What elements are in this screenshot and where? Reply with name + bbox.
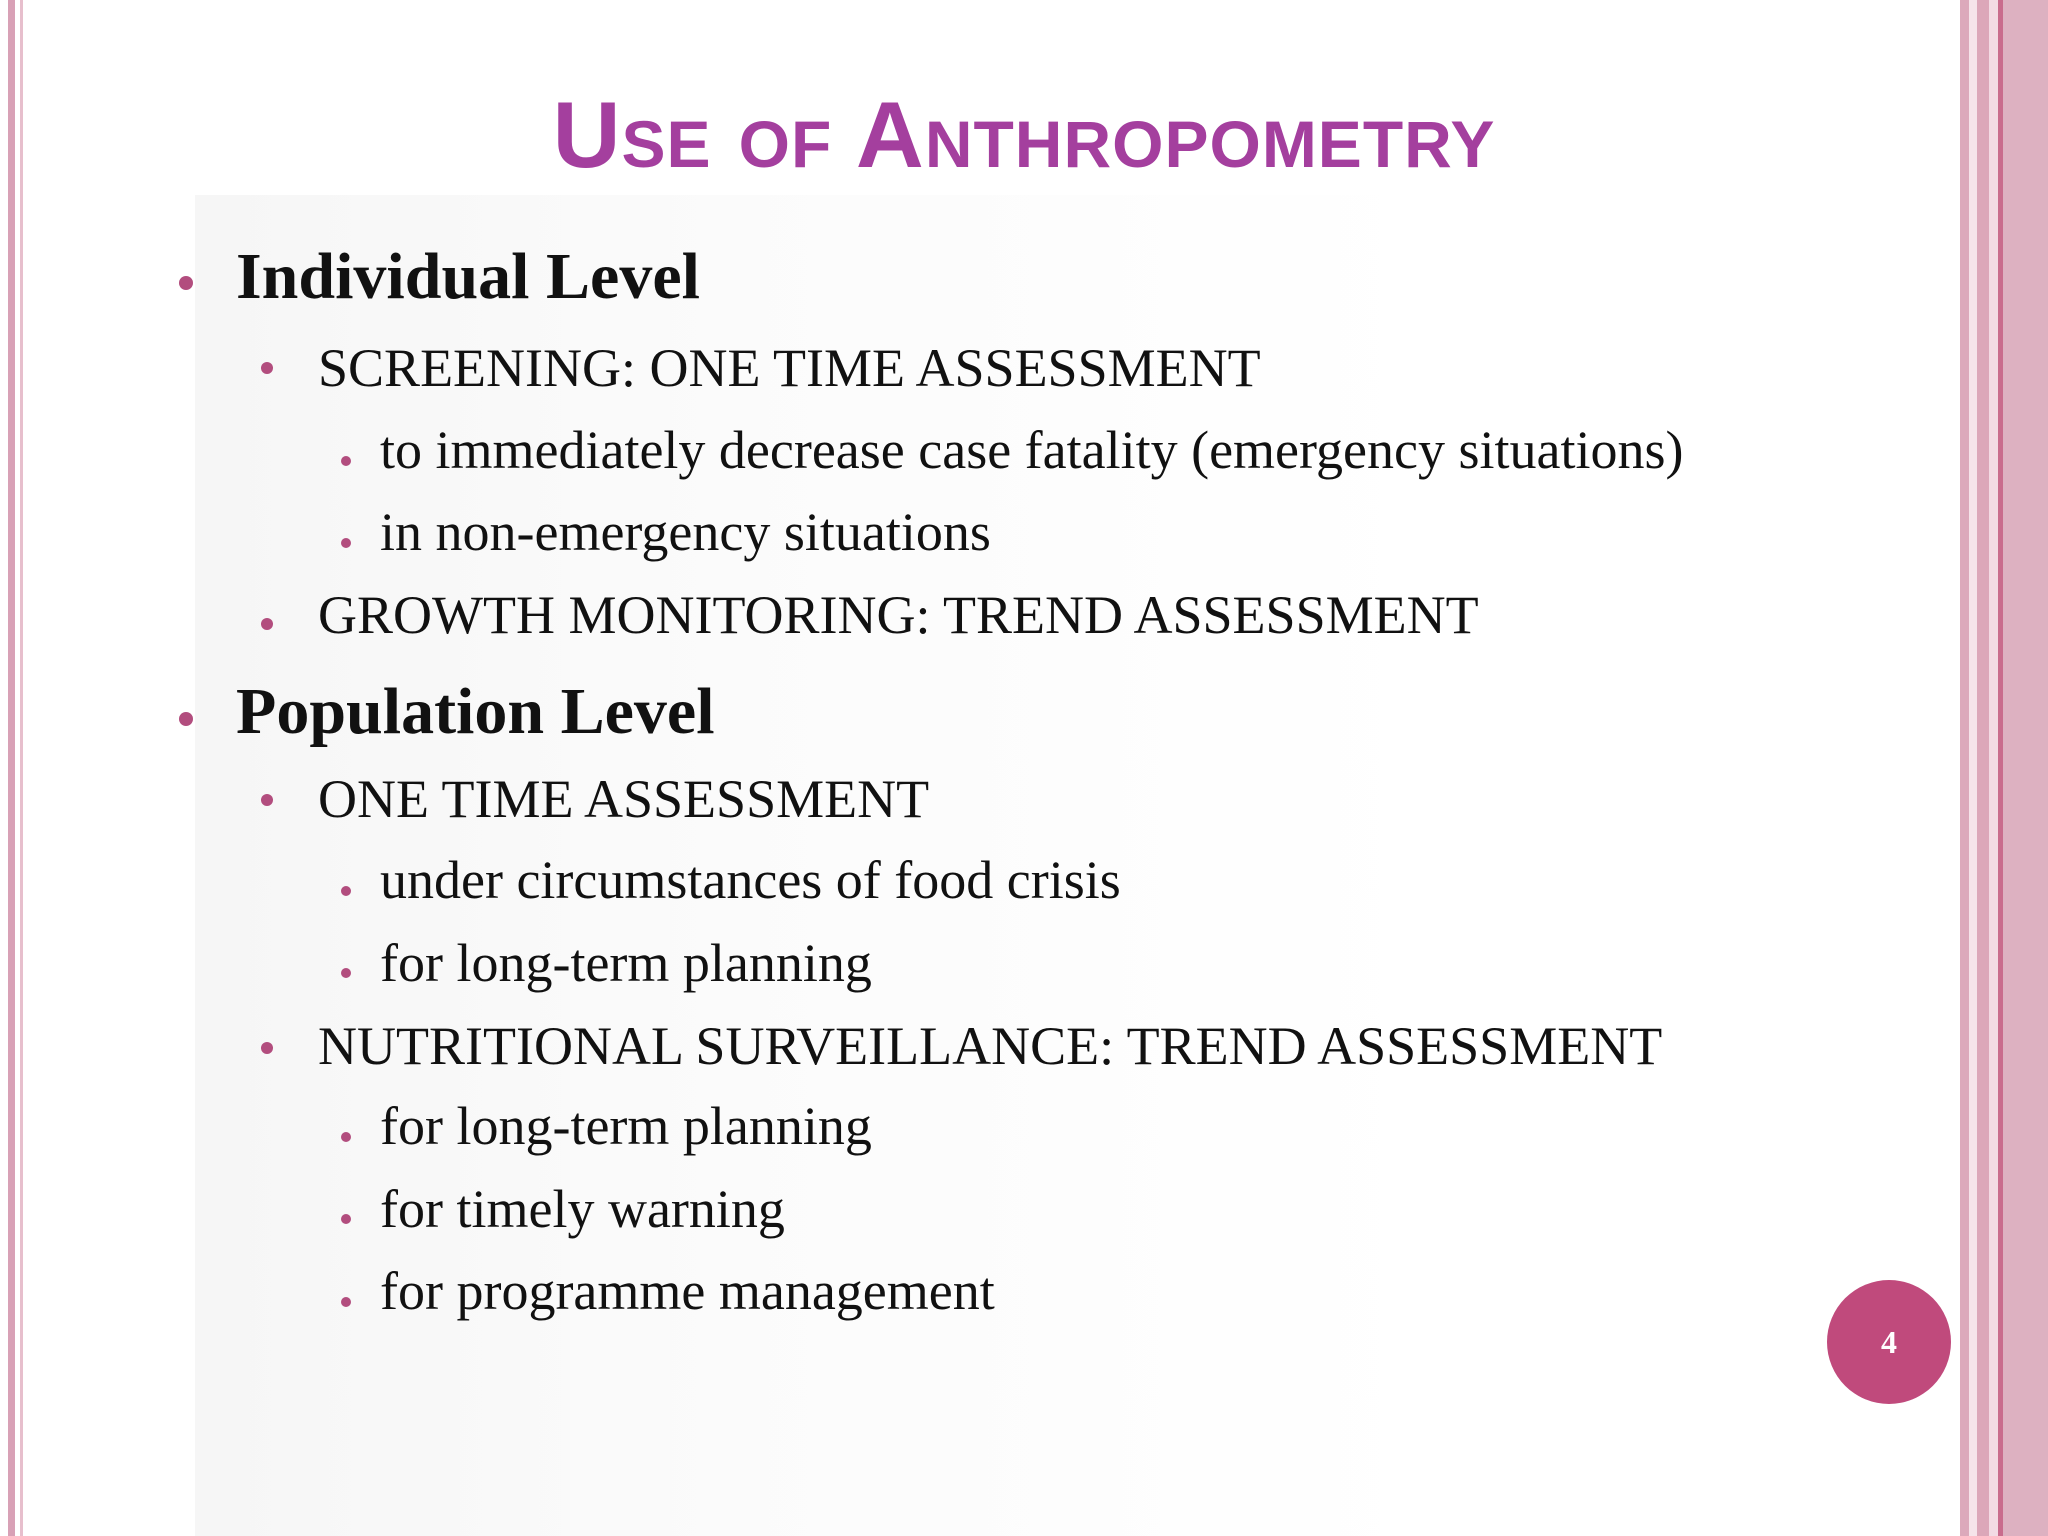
bullet-dot bbox=[179, 712, 193, 726]
list-subitem: for programme management bbox=[380, 1261, 995, 1321]
list-subitem: to immediately decrease case fatality (emergency situations) bbox=[380, 420, 1684, 480]
right-border-stripe bbox=[1989, 0, 1998, 1536]
left-border-inner bbox=[20, 0, 23, 1536]
bullet-dot bbox=[261, 362, 273, 374]
list-subitem: for long-term planning bbox=[380, 933, 872, 993]
slide-title: Use of Anthropometry bbox=[552, 82, 1496, 187]
right-border-stripe bbox=[2003, 0, 2048, 1536]
section-heading-population: Population Level bbox=[236, 675, 715, 748]
section-heading-individual: Individual Level bbox=[236, 240, 700, 313]
left-border bbox=[8, 0, 15, 1536]
right-border-stripe bbox=[1969, 0, 1977, 1536]
bullet-dot bbox=[341, 1132, 351, 1142]
list-item-growth-monitoring: GROWTH MONITORING: TREND ASSESSMENT bbox=[318, 585, 1479, 645]
bullet-dot bbox=[341, 456, 351, 466]
bullet-dot bbox=[341, 1297, 351, 1307]
bullet-dot bbox=[179, 276, 193, 290]
bullet-dot bbox=[261, 1042, 273, 1054]
list-item-nutritional-surveillance: NUTRITIONAL SURVEILLANCE: TREND ASSESSMENT bbox=[318, 1016, 1663, 1076]
bullet-dot bbox=[341, 886, 351, 896]
list-subitem: for long-term planning bbox=[380, 1096, 872, 1156]
bullet-dot bbox=[341, 1214, 351, 1224]
list-item-one-time-assessment: ONE TIME ASSESSMENT bbox=[318, 769, 930, 829]
bullet-dot bbox=[341, 538, 351, 548]
bullet-dot bbox=[261, 794, 273, 806]
page-number-badge: 4 bbox=[1827, 1280, 1951, 1404]
list-subitem: for timely warning bbox=[380, 1179, 785, 1239]
bullet-dot bbox=[341, 968, 351, 978]
right-border-stripe bbox=[1977, 0, 1989, 1536]
list-subitem: in non-emergency situations bbox=[380, 502, 991, 562]
right-border-stripe bbox=[1960, 0, 1969, 1536]
list-item-screening: SCREENING: ONE TIME ASSESSMENT bbox=[318, 338, 1261, 398]
bullet-dot bbox=[261, 618, 273, 630]
list-subitem: under circumstances of food crisis bbox=[380, 850, 1121, 910]
